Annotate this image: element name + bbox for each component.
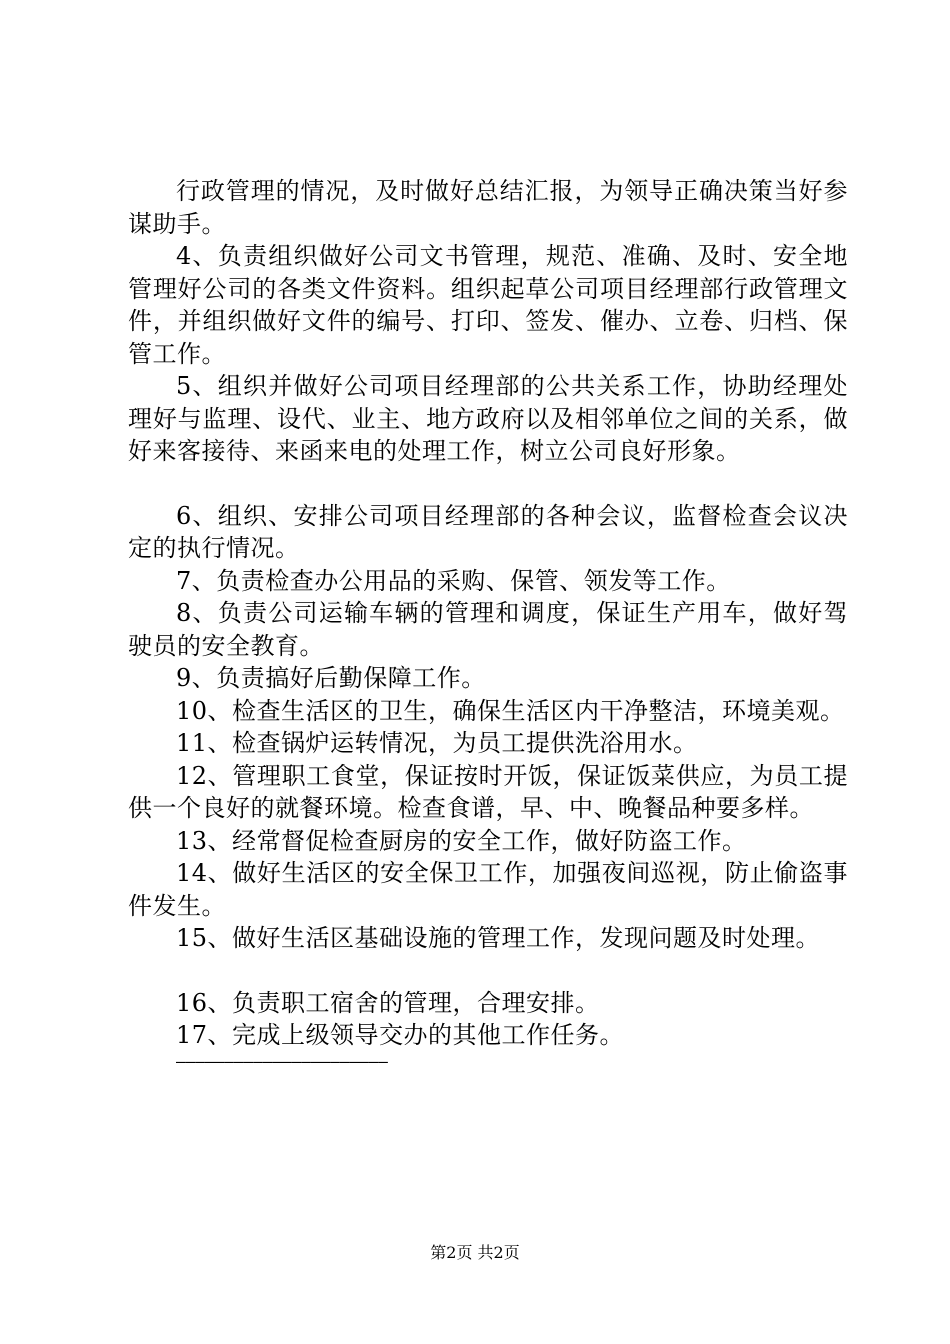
paragraph-item-9: 9、负责搞好后勤保障工作。 [176, 664, 486, 692]
paragraph-item-8: 8、负责公司运输车辆的管理和调度，保证生产用车，做好驾驶员的安全教育。 [128, 599, 848, 660]
paragraph-item-15: 15、做好生活区基础设施的管理工作，发现问题及时处理。 [176, 924, 821, 952]
paragraph-item-14: 14、做好生活区的安全保卫工作，加强夜间巡视，防止偷盗事件发生。 [128, 859, 848, 920]
paragraph-item-12: 12、管理职工食堂，保证按时开饭，保证饭菜供应，为员工提供一个良好的就餐环境。检查食谱，早、中、晚餐品种要多样。 [128, 761, 848, 822]
paragraph-item-16: 16、负责职工宿舍的管理，合理安排。 [176, 988, 600, 1017]
document-body [128, 175, 848, 1072]
paragraph-item-17: 17、完成上级领导交办的其他工作任务。 [176, 1021, 625, 1049]
paragraph-item-13: 13、经常督促检查厨房的安全工作，做好防盗工作。 [176, 826, 747, 855]
paragraph-item-6: 6、组织、安排公司项目经理部的各种会议，监督检查会议决定的执行情况。 [128, 501, 848, 562]
separator-line: —————————————————————— [176, 1051, 388, 1071]
paragraph-intro: 行政管理的情况，及时做好总结汇报，为领导正确决策当好参谋助手。 [128, 177, 848, 238]
paragraph-item-11: 11、检查锅炉运转情况，为员工提供洗浴用水。 [176, 729, 698, 757]
paragraph-item-5: 5、组织并做好公司项目经理部的公共关系工作，协助经理处理好与监理、设代、业主、地方政府以及相邻单位之间的关系，做好来客接待、来函来电的处理工作，树立公司良好形象。 [128, 372, 848, 465]
paragraph-item-7: 7、负责检查办公用品的采购、保管、领发等工作。 [176, 566, 731, 595]
paragraph-item-4: 4、负责组织做好公司文书管理，规范、准确、及时、安全地管理好公司的各类文件资料。组织起草公司项目经理部行政管理文件，并组织做好文件的编号、打印、签发、催办、立卷、归档、保管工作。 [128, 242, 848, 368]
page-footer: 第2页 共2页 [430, 1243, 520, 1262]
paragraph-item-10: 10、检查生活区的卫生，确保生活区内干净整洁，环境美观。 [176, 696, 845, 725]
